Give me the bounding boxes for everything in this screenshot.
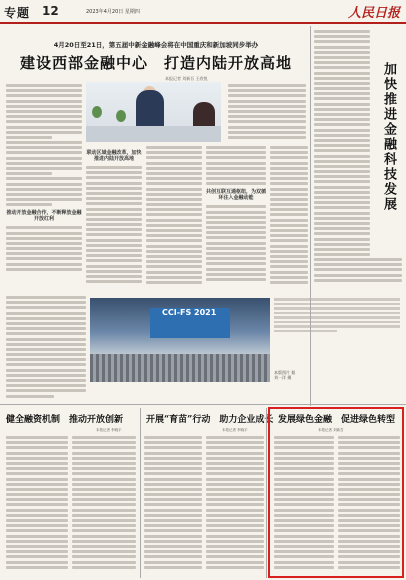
side-story-column-1 <box>314 30 370 280</box>
highlight-box <box>268 407 404 578</box>
newspaper-logo: 人民日报 <box>347 6 400 21</box>
column-divider <box>140 408 141 578</box>
lead-subhead-3: 共创互联互通枢纽，为双循环注入金融动能 <box>206 189 266 202</box>
lead-column-3 <box>146 146 202 291</box>
lead-byline: 本报记者 刘新吾 王欣悦 <box>165 76 208 81</box>
page-header <box>0 0 406 22</box>
conference-photo <box>90 298 270 382</box>
bottom-story-1-col-1 <box>6 436 68 576</box>
lead-kicker: 4月20日至21日，第五届中新金融峰会将在中国重庆和新加坡同步举办 <box>53 41 259 49</box>
side-story-column-2 <box>314 258 402 288</box>
bottom-story-1-col-2 <box>72 436 136 576</box>
bottom-story-1-byline: 本报记者 李晓宇 <box>96 428 122 432</box>
header-rule <box>0 22 406 24</box>
lead-column-1 <box>6 84 82 289</box>
lead-column-7 <box>6 296 86 401</box>
column-divider <box>310 26 311 406</box>
conference-screen-text: CCI-FS 2021 <box>162 308 217 317</box>
lead-headline: 建设西部金融中心 打造内陆开放高地 <box>19 54 292 72</box>
bottom-story-2-col-1 <box>144 436 202 576</box>
lead-subhead-2: 联动区域金融改革，加快推进内陆开放高地 <box>86 150 142 162</box>
bottom-story-3-byline: 本报记者 刘新吾 <box>318 428 344 432</box>
bottom-story-3-title: 发展绿色金融 促进绿色转型 <box>278 415 396 425</box>
lead-column-4 <box>206 146 266 291</box>
bottom-story-2-byline: 本报记者 李晓宇 <box>222 428 248 432</box>
side-story-title: 加快推进金融科技发展 <box>381 62 396 212</box>
lead-subhead-1: 推动开放金融合作，不断释放金融开放红利 <box>6 210 82 223</box>
section-label: 专题 <box>4 6 31 20</box>
issue-date: 2023年4月20日 星期四 <box>86 9 140 15</box>
page-number: 12 <box>42 4 59 18</box>
lead-column-5 <box>228 84 306 144</box>
bank-counter-photo <box>86 82 221 142</box>
section-divider <box>0 404 406 405</box>
column-divider <box>266 408 267 578</box>
lead-column-6 <box>270 146 308 291</box>
bottom-story-2-title: 开展“育苗”行动 助力企业成长 <box>146 415 274 425</box>
photo-credit: 本版图片 据 刘一洋 摄 <box>274 370 296 380</box>
photo-caption <box>274 298 400 334</box>
lead-column-2 <box>86 146 142 291</box>
bottom-story-2-col-2 <box>206 436 264 576</box>
bottom-story-1-title: 健全融资机制 推动开放创新 <box>6 415 124 425</box>
